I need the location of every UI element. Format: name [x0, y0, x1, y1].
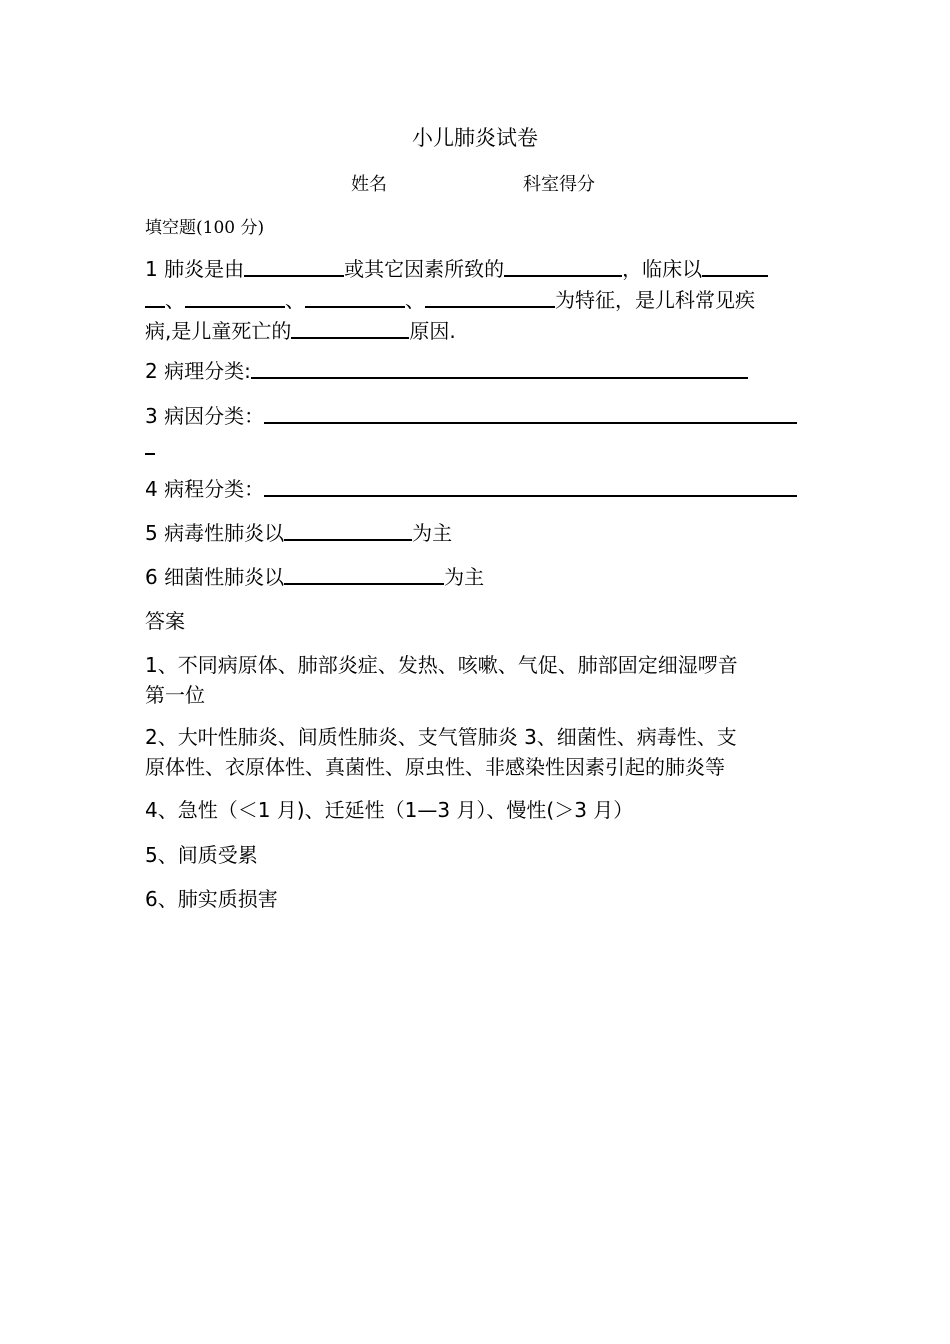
- blank: [244, 253, 344, 277]
- question-4-text: 4 病程分类：: [145, 477, 265, 501]
- answer-1: [145, 650, 807, 710]
- blank: [702, 253, 768, 277]
- blank: [291, 315, 409, 339]
- question-5-text-a: 5 病毒性肺炎以: [145, 521, 285, 545]
- question-1-line-1: [145, 253, 807, 284]
- answer-2: [145, 722, 807, 782]
- question-1-text-d: 为特征，是儿科常见疾: [555, 288, 755, 312]
- answer-6: 6、肺实质损害: [145, 887, 278, 911]
- question-6: [145, 561, 807, 592]
- question-1-sep-2: 、: [285, 288, 305, 312]
- question-1-text-c: ，临床以: [622, 257, 703, 281]
- answer-5: 5、间质受累: [145, 843, 258, 867]
- blank: [504, 253, 622, 277]
- blank: [305, 284, 405, 308]
- blank: [145, 431, 155, 455]
- question-1-line-2: [145, 284, 807, 315]
- question-2: [145, 355, 807, 386]
- section-fill-blank-heading: 填空题(100 分): [145, 218, 265, 238]
- answer-1-line-1: 1、不同病原体、肺部炎症、发热、咳嗽、气促、肺部固定细湿啰音: [145, 653, 738, 677]
- name-label: 姓名: [351, 174, 387, 195]
- blank: [284, 561, 444, 585]
- blank: [264, 400, 797, 424]
- page-title: 小儿肺炎试卷: [412, 126, 538, 150]
- question-5-text-b: 为主: [412, 521, 453, 545]
- dept-score-label: 科室得分: [523, 174, 595, 195]
- answer-1-line-2: 第一位: [145, 683, 205, 707]
- question-6-text-b: 为主: [444, 565, 485, 589]
- question-3: [145, 400, 807, 462]
- blank: [264, 473, 797, 497]
- question-4: [145, 473, 807, 504]
- blank: [185, 284, 285, 308]
- question-1-text-a: 1 肺炎是由: [145, 257, 245, 281]
- question-1-text-e: 病,是儿童死亡的: [145, 319, 292, 343]
- question-1: [145, 253, 807, 346]
- blank: [145, 284, 165, 308]
- question-6-text-a: 6 细菌性肺炎以: [145, 565, 285, 589]
- question-5: [145, 517, 807, 548]
- blank: [284, 517, 412, 541]
- question-1-line-3: [145, 315, 807, 346]
- question-2-text: 2 病理分类:: [145, 359, 251, 383]
- question-3-text: 3 病因分类：: [145, 404, 265, 428]
- question-1-text-f: 原因.: [409, 319, 456, 343]
- question-1-sep-1: 、: [165, 288, 185, 312]
- blank: [425, 284, 555, 308]
- answer-4: 4、急性（＜1 月)、迁延性（1—3 月）、慢性(＞3 月）: [145, 798, 634, 822]
- blank: [251, 355, 748, 379]
- answer-2-line-1: 2、大叶性肺炎、间质性肺炎、支气管肺炎 3、细菌性、病毒性、支: [145, 725, 737, 749]
- answers-heading: 答案: [145, 609, 185, 633]
- question-1-text-b: 或其它因素所致的: [344, 257, 505, 281]
- question-1-sep-3: 、: [405, 288, 425, 312]
- answer-2-line-2: 原体性、衣原体性、真菌性、原虫性、非感染性因素引起的肺炎等: [145, 755, 725, 779]
